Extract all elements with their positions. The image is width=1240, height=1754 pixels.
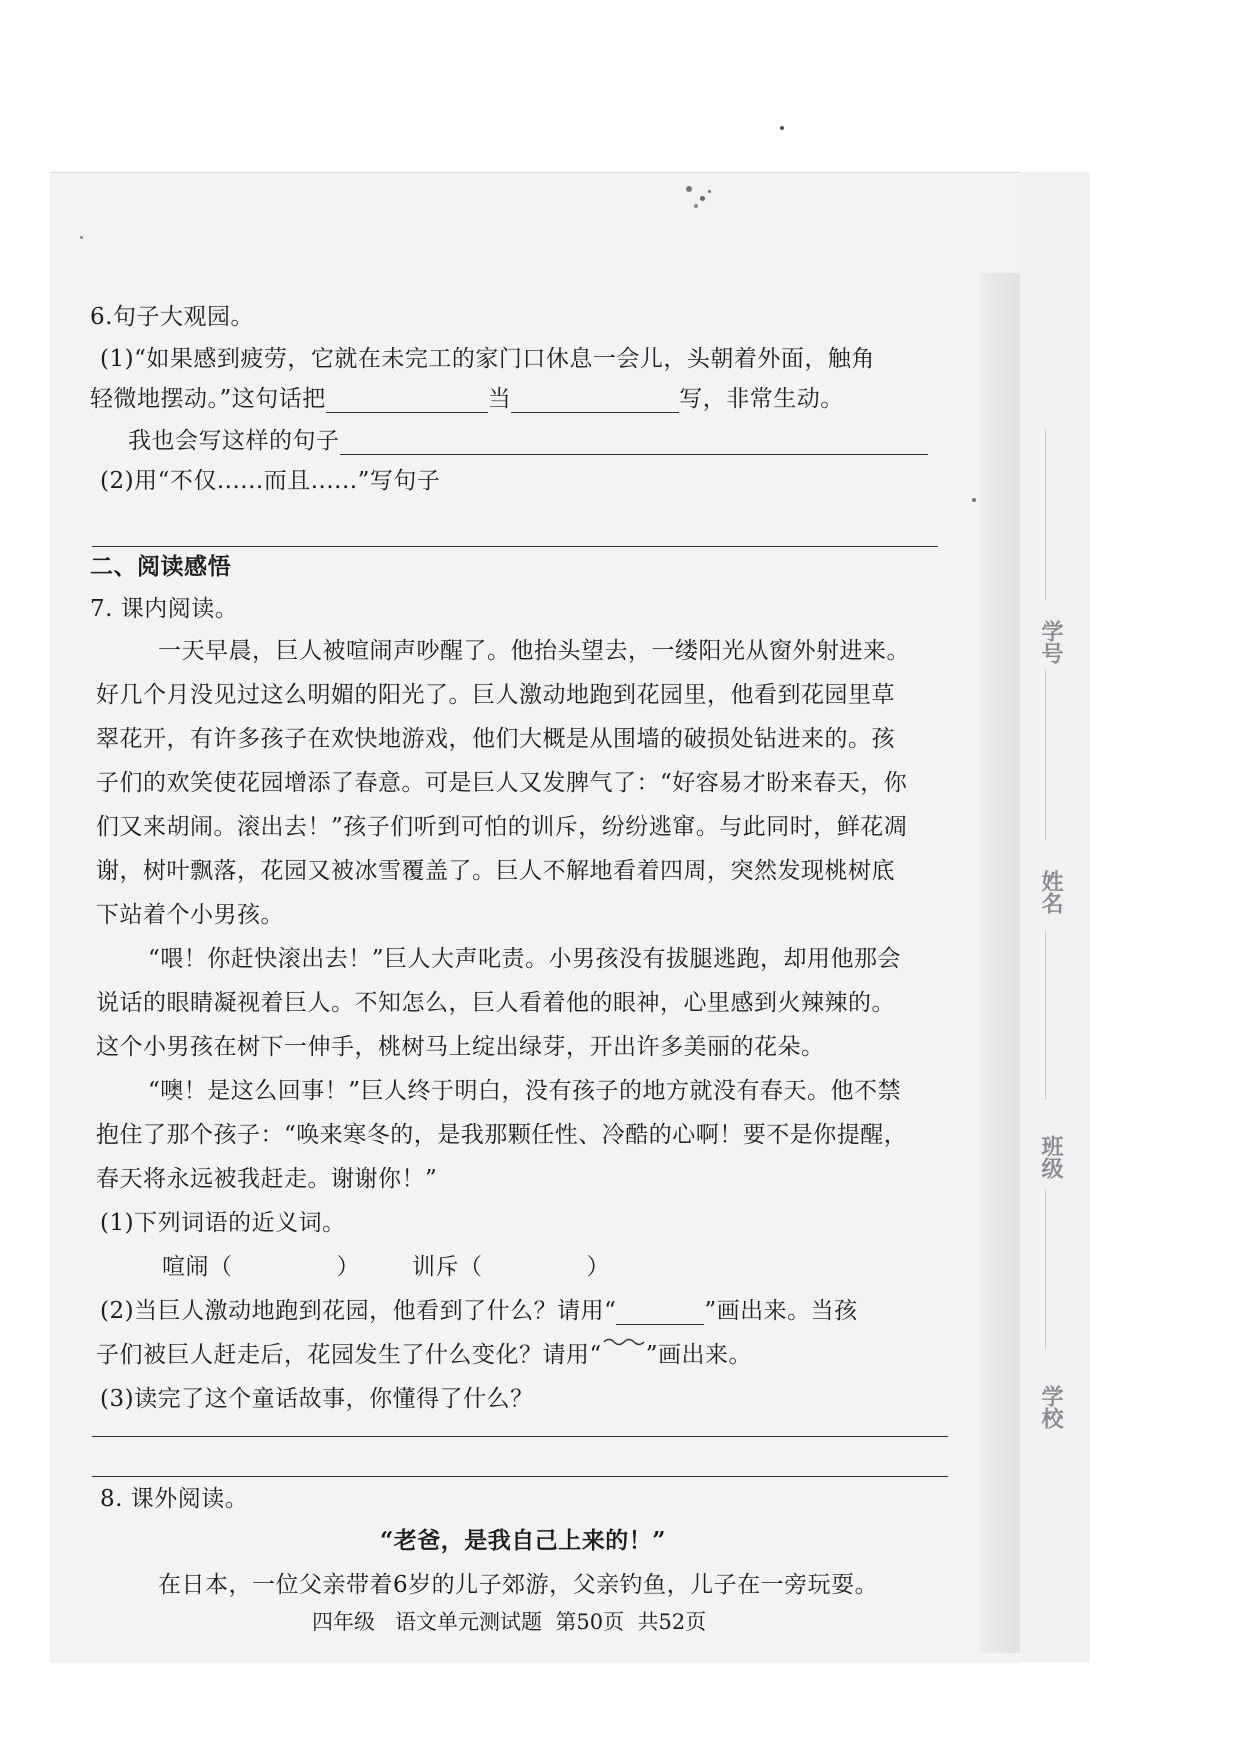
passage-line: 这个小男孩在树下一伸手，桃树马上绽出绿芽，开出许多美丽的花朵。 — [96, 1034, 825, 1060]
scan-speck — [694, 204, 698, 208]
scan-speck — [972, 498, 976, 502]
passage-line: “喂！你赶快滚出去！”巨人大声叱责。小男孩没有拔腿逃跑，却用他那会 — [148, 946, 902, 972]
q6-part1-text-c: 写，非常生动。 — [679, 386, 844, 412]
scan-speck — [80, 236, 83, 239]
passage-line: 一天早晨，巨人被喧闹声吵醒了。他抬头望去，一缕阳光从窗外射进来。 — [158, 638, 910, 664]
q7-sub2-line1: (2)当巨人激动地跑到花园，他看到了什么？请用“ ”画出来。当孩 — [100, 1298, 858, 1324]
margin-label-school: 学校 — [1038, 1385, 1064, 1429]
q7-title: 7. 课内阅读。 — [90, 596, 239, 622]
margin-line — [1045, 430, 1046, 600]
passage-line: 子们的欢笑使花园增添了春意。可是巨人又发脾气了：“好容易才盼来春天，你 — [96, 770, 908, 796]
passage-line: 谢，树叶飘落，花园又被冰雪覆盖了。巨人不解地看着四周，突然发现桃树底 — [96, 858, 895, 884]
q8-story-line: 在日本，一位父亲带着6岁的儿子郊游，父亲钓鱼，儿子在一旁玩耍。 — [158, 1572, 879, 1598]
margin-line — [1045, 930, 1046, 1100]
q8-story-title: “老爸，是我自己上来的！” — [380, 1527, 666, 1554]
margin-label-student-id: 学号 — [1038, 620, 1064, 664]
margin-label-class: 班级 — [1038, 1135, 1064, 1179]
wavy-underline-sample — [602, 1336, 646, 1348]
scan-speck — [780, 126, 784, 130]
margin-label-name: 姓名 — [1038, 870, 1064, 914]
q8-title: 8. 课外阅读。 — [100, 1486, 249, 1512]
section-2-title: 二、阅读感悟 — [90, 553, 231, 580]
q6-part1-line2 — [90, 380, 844, 413]
answer-blank-1[interactable] — [326, 386, 488, 413]
q7-sub3: (3)读完了这个童话故事，你懂得了什么？ — [100, 1386, 534, 1412]
q7-synonym-1: 喧闹（ ） — [162, 1254, 360, 1280]
own-sentence-blank[interactable] — [340, 428, 928, 455]
q7-sub3-answer-line-2[interactable] — [92, 1476, 948, 1477]
page-footer — [312, 1606, 706, 1636]
q7-sub2-line2: 子们被巨人赶走后，花园发生了什么变化？请用“ ”画出来。 — [96, 1336, 752, 1369]
q7-sub1: (1)下列词语的近义词。 — [100, 1210, 346, 1236]
footer-subject: 语文单元测试题 — [395, 1610, 543, 1634]
passage-line: 抱住了那个孩子：“唤来寒冬的，是我那颗任性、冷酷的心啊！要不是你提醒， — [96, 1122, 908, 1148]
passage-line: 好几个月没见过这么明媚的阳光了。巨人激动地跑到花园里，他看到花园里草 — [96, 682, 895, 708]
footer-grade: 四年级 — [312, 1610, 375, 1634]
answer-blank-2[interactable] — [511, 386, 679, 413]
passage-line: 翠花开，有许多孩子在欢快地游戏，他们大概是从围墙的破损处钻进来的。孩 — [96, 726, 895, 752]
q6-part2-answer-line[interactable] — [92, 546, 938, 547]
passage-line: “噢！是这么回事！”巨人终于明白，没有孩子的地方就没有春天。他不禁 — [148, 1078, 902, 1104]
q6-part2: (2)用“不仅......而且......”写句子 — [100, 468, 441, 494]
passage-line: 下站着个小男孩。 — [96, 902, 284, 928]
footer-total: 共52页 — [637, 1610, 707, 1634]
q6-own-sentence-prompt: 我也会写这样的句子 — [128, 428, 340, 454]
q6-part1-line1: (1)“如果感到疲劳，它就在未完工的家门口休息一会儿，头朝着外面，触角 — [100, 346, 875, 372]
margin-line — [1045, 670, 1046, 840]
scan-speck — [700, 196, 705, 201]
binding-margin — [1020, 172, 1090, 1662]
straight-underline-sample — [616, 1304, 704, 1325]
scan-speck — [708, 190, 711, 193]
q6-title: 6.句子大观园。 — [90, 304, 254, 330]
margin-line — [1045, 1190, 1046, 1350]
q6-part1-text-b: 当 — [487, 386, 512, 412]
bleed-through-shadow — [980, 273, 1020, 1653]
q6-part1-text-a: 轻微地摆动。”这句话把 — [90, 386, 326, 412]
passage-line: 们又来胡闹。滚出去！”孩子们听到可怕的训斥，纷纷逃窜。与此同时，鲜花凋 — [96, 814, 908, 840]
passage-line: 说话的眼睛凝视着巨人。不知怎么，巨人看着他的眼神，心里感到火辣辣的。 — [96, 990, 895, 1016]
footer-page: 第50页 — [555, 1610, 625, 1634]
q7-sub3-answer-line-1[interactable] — [92, 1436, 948, 1437]
q7-synonym-2: 训斥（ ） — [412, 1254, 610, 1280]
scan-speck — [686, 186, 692, 192]
q6-part1-line3 — [128, 422, 928, 455]
passage-line: 春天将永远被我赶走。谢谢你！” — [96, 1166, 438, 1192]
